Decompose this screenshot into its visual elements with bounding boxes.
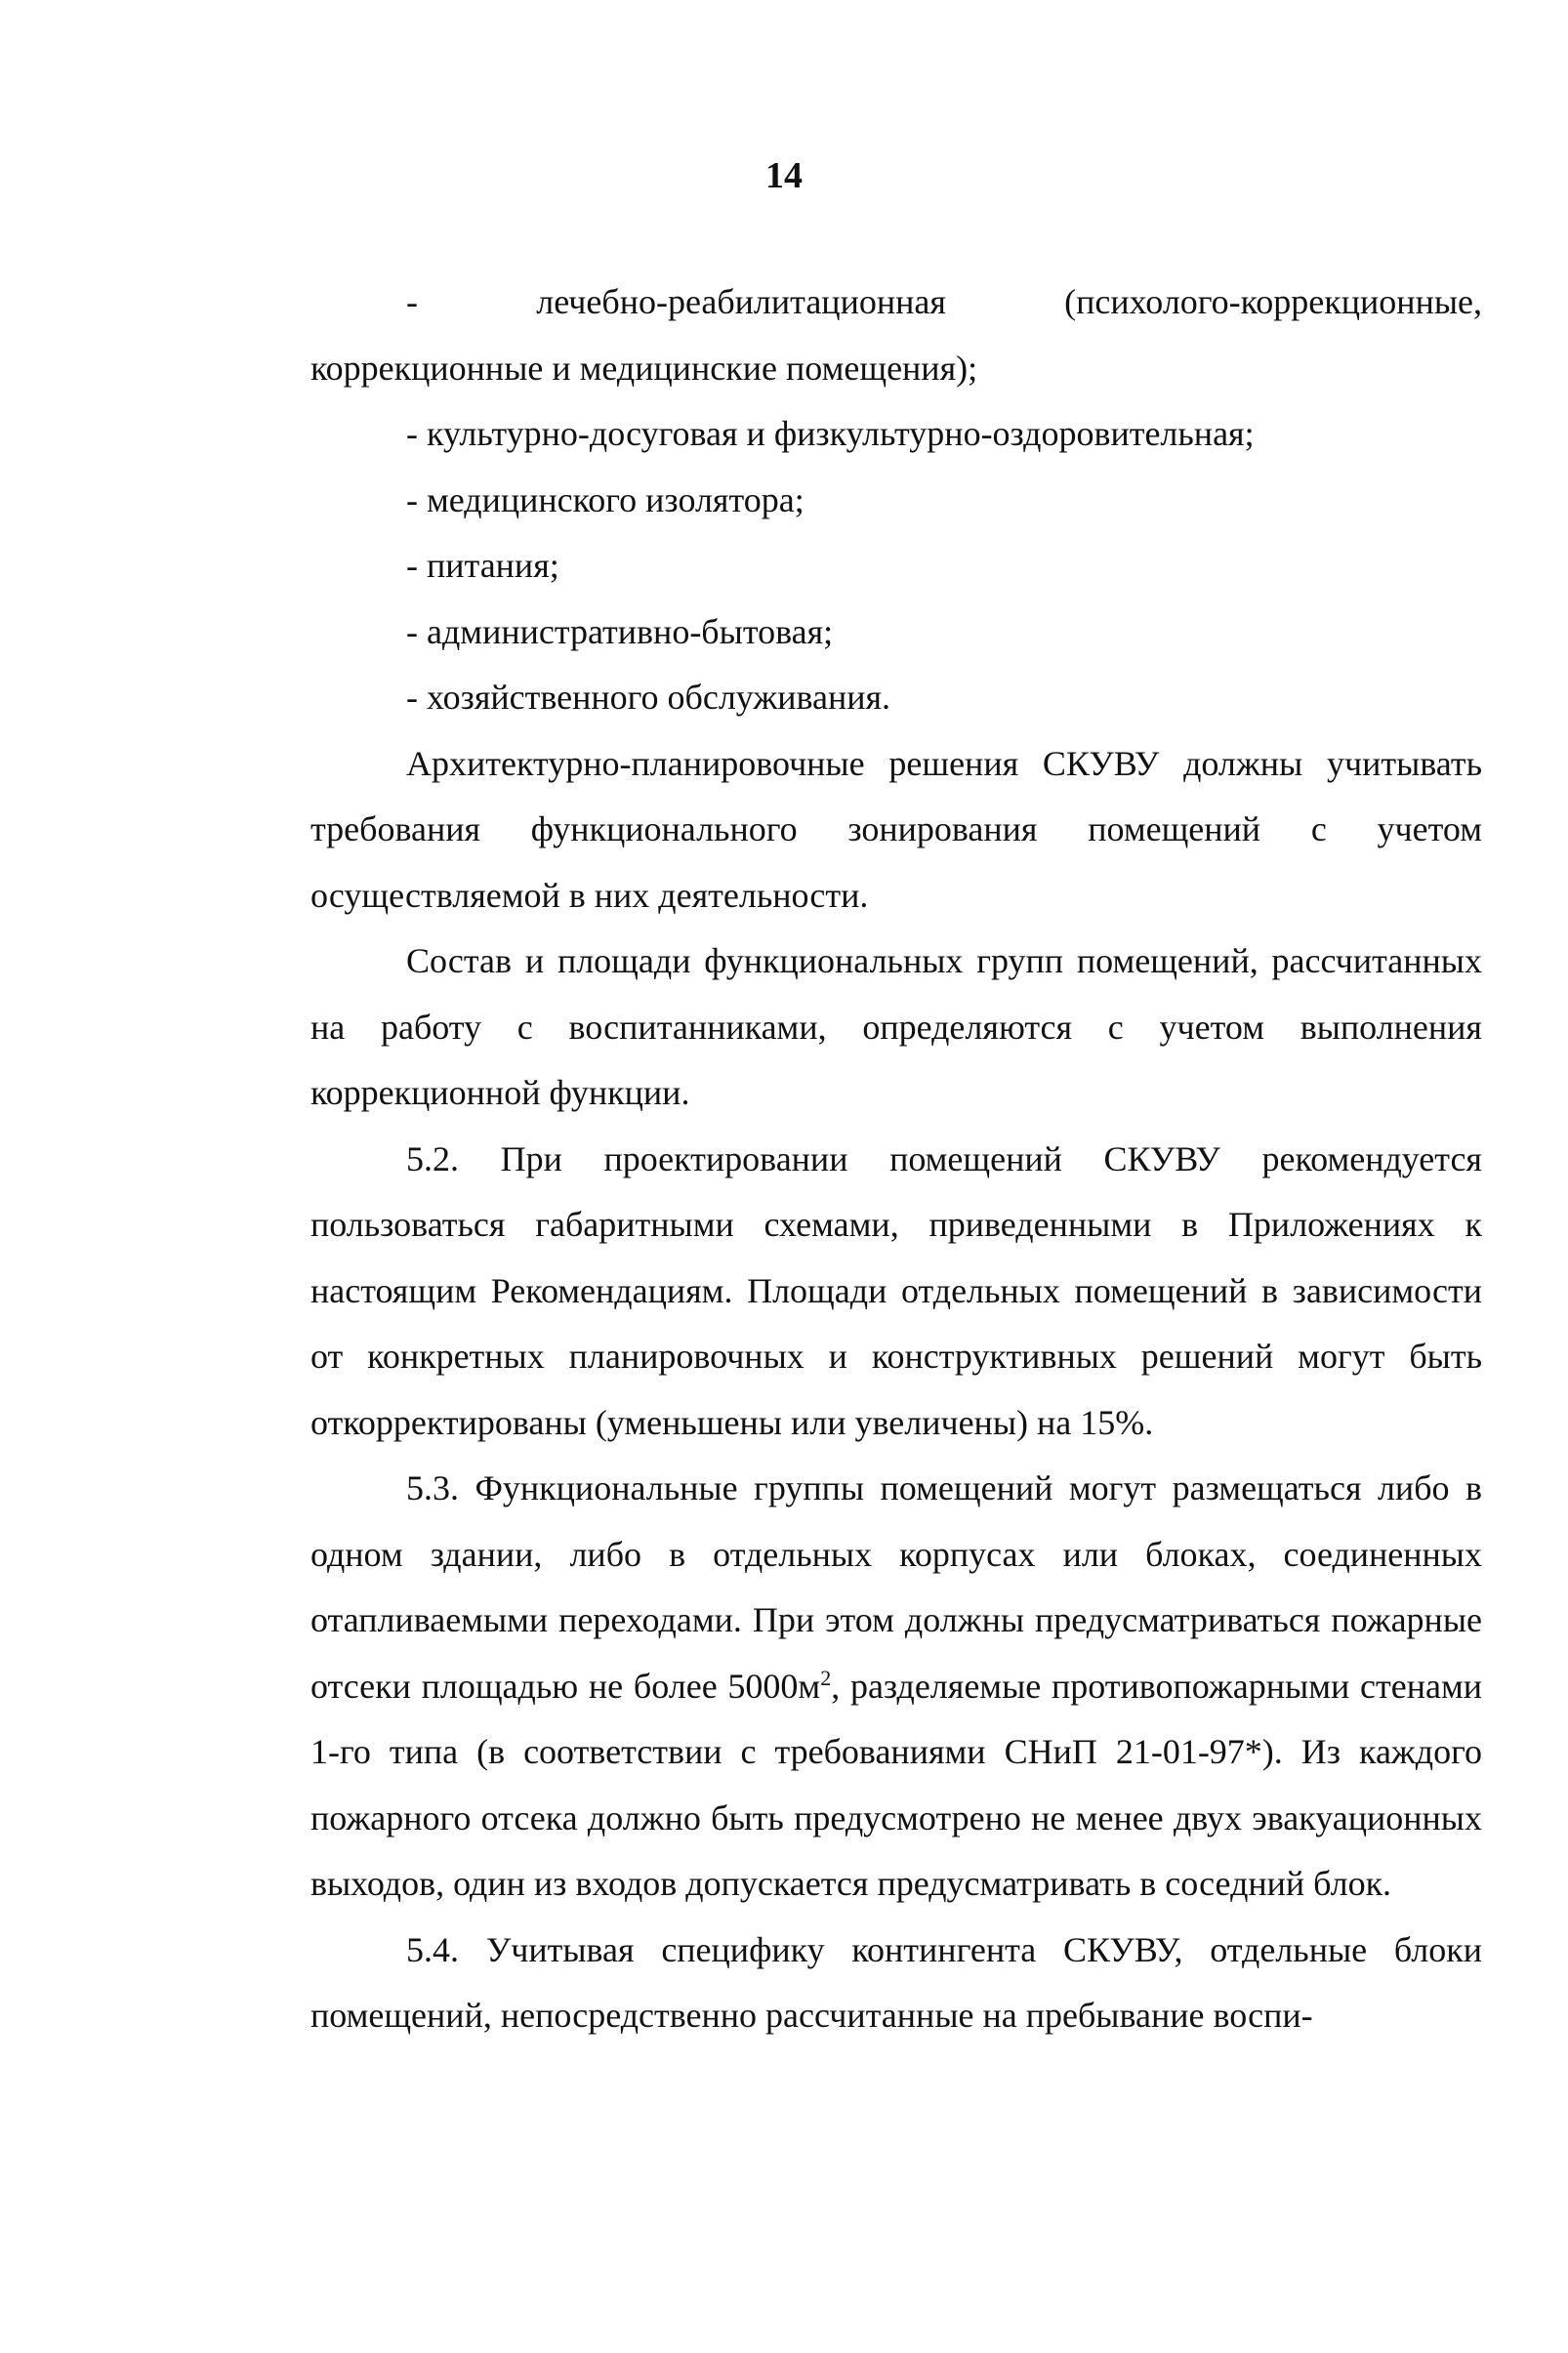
paragraph-zoning: Архитектурно-планировочные решения СКУВУ должны учитывать требования функционального зонирования помещений с учетом осуществляемой в них деятельности. [310,743,1482,915]
paragraph-5-3-part-1: 5.3. Функциональные группы помещений могут размещаться либо в одном здании, либо в отдельных корпусах или блоках, соединенных отапливаемыми переходами. При этом должны предусматриваться пожарные отсеки площадью не более 5000м [310,1468,1482,1706]
list-item-leisure: - культурно-досуговая и физкультурно-оздоровительная; [406,414,1255,453]
paragraph-functional-groups: Состав и площади функциональных групп помещений, рассчитанных на работу с воспитанниками, определяются с учетом выполнения коррекционной функции. [310,941,1482,1112]
superscript-2: 2 [820,1665,832,1690]
page-number: 14 [765,155,803,196]
list-item-maintenance: - хозяйственного обслуживания. [406,678,891,717]
paragraph-5-2: 5.2. При проектировании помещений СКУВУ рекомендуется пользоваться габаритными схемами, приведенными в Приложениях к настоящим Рекомендациям. Площади отдельных помещений в зависимости от конкретных планировочных и конструктивных решений могут быть откорректированы (уменьшены или увеличены) на 15%. [310,1138,1482,1442]
body-text [310,269,1482,2049]
paragraph-5-4: 5.4. Учитывая специфику контингента СКУВУ, отдельные блоки помещений, непосредственно рассчитанные на пребывание воспи- [310,1929,1482,2035]
list-item-rehabilitation: - лечебно-реабилитационная (психолого-коррекционные, коррекционные и медицинские помещения); [310,282,1482,388]
list-item-isolator: - медицинского изолятора; [406,479,805,519]
list-item-administrative: - административно-бытовая; [406,611,834,651]
list-item-catering: - питания; [406,546,559,585]
paragraph-5-3 [310,1456,1482,1918]
paragraph-5-3-part-2: , разделяемые противопожарными стенами 1-го типа (в соответствии с требованиями СНиП 21-01-97*). Из каждого пожарного отсека должно быть предусмотрено не менее двух эвакуационных выходов, один из входов допускается предусматривать в соседний блок. [310,1666,1482,1903]
